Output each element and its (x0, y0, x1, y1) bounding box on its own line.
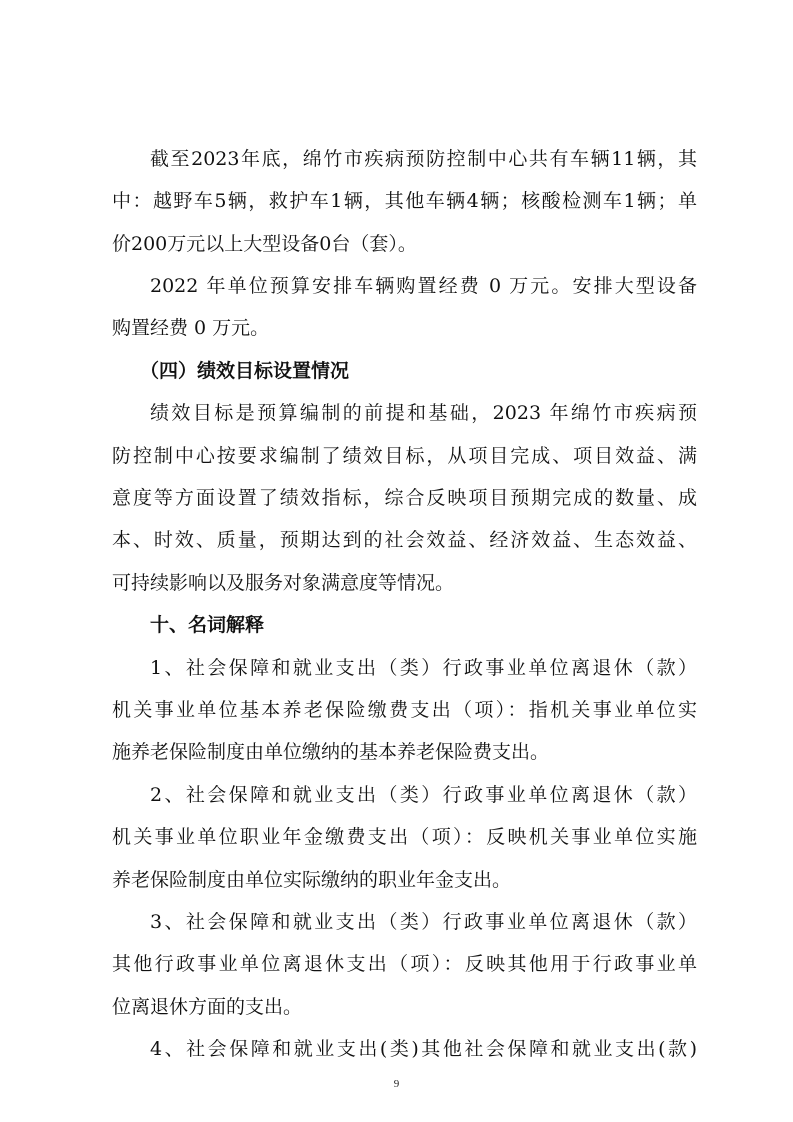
section-heading: 十、名词解释 (150, 614, 265, 636)
paragraph-line: 中：越野车5辆，救护车1辆，其他车辆4辆；核酸检测车1辆；单 (112, 190, 697, 212)
paragraph-line: 可持续影响以及服务对象满意度等情况。 (112, 572, 455, 594)
term-line: 1、社会保障和就业支出（类）行政事业单位离退休（款） (150, 657, 697, 679)
term-line: 2、社会保障和就业支出（类）行政事业单位离退休（款） (150, 784, 697, 806)
paragraph-line: 2022 年单位预算安排车辆购置经费 0 万元。安排大型设备 (150, 275, 697, 297)
paragraph-line: 本、时效、质量，预期达到的社会效益、经济效益、生态效益、 (112, 529, 697, 551)
paragraph-line: 意度等方面设置了绩效指标，综合反映项目预期完成的数量、成 (112, 487, 697, 509)
term-line: 其他行政事业单位离退休支出（项）：反映其他用于行政事业单 (112, 953, 697, 975)
term-line: 施养老保险制度由单位缴纳的基本养老保险费支出。 (112, 741, 550, 763)
term-line: 3、社会保障和就业支出（类）行政事业单位离退休（款） (150, 911, 697, 933)
term-line: 机关事业单位基本养老保险缴费支出（项）：指机关事业单位实 (112, 699, 697, 721)
section-heading: （四）绩效目标设置情况 (140, 360, 350, 382)
term-line: 机关事业单位职业年金缴费支出（项）：反映机关事业单位实施 (112, 826, 697, 848)
paragraph-line: 购置经费 0 万元。 (112, 317, 270, 339)
term-line: 位离退休方面的支出。 (112, 996, 303, 1018)
term-line: 养老保险制度由单位实际缴纳的职业年金支出。 (112, 869, 512, 891)
paragraph-line: 价200万元以上大型设备0台（套）。 (112, 233, 417, 255)
page-number: 9 (393, 1078, 400, 1090)
term-line: 4、社会保障和就业支出(类)其他社会保障和就业支出(款) (150, 1038, 697, 1060)
paragraph-line: 截至2023年底，绵竹市疾病预防控制中心共有车辆11辆，其 (150, 148, 697, 170)
paragraph-line: 防控制中心按要求编制了绩效目标，从项目完成、项目效益、满 (112, 445, 697, 467)
paragraph-line: 绩效目标是预算编制的前提和基础，2023 年绵竹市疾病预 (150, 402, 697, 424)
